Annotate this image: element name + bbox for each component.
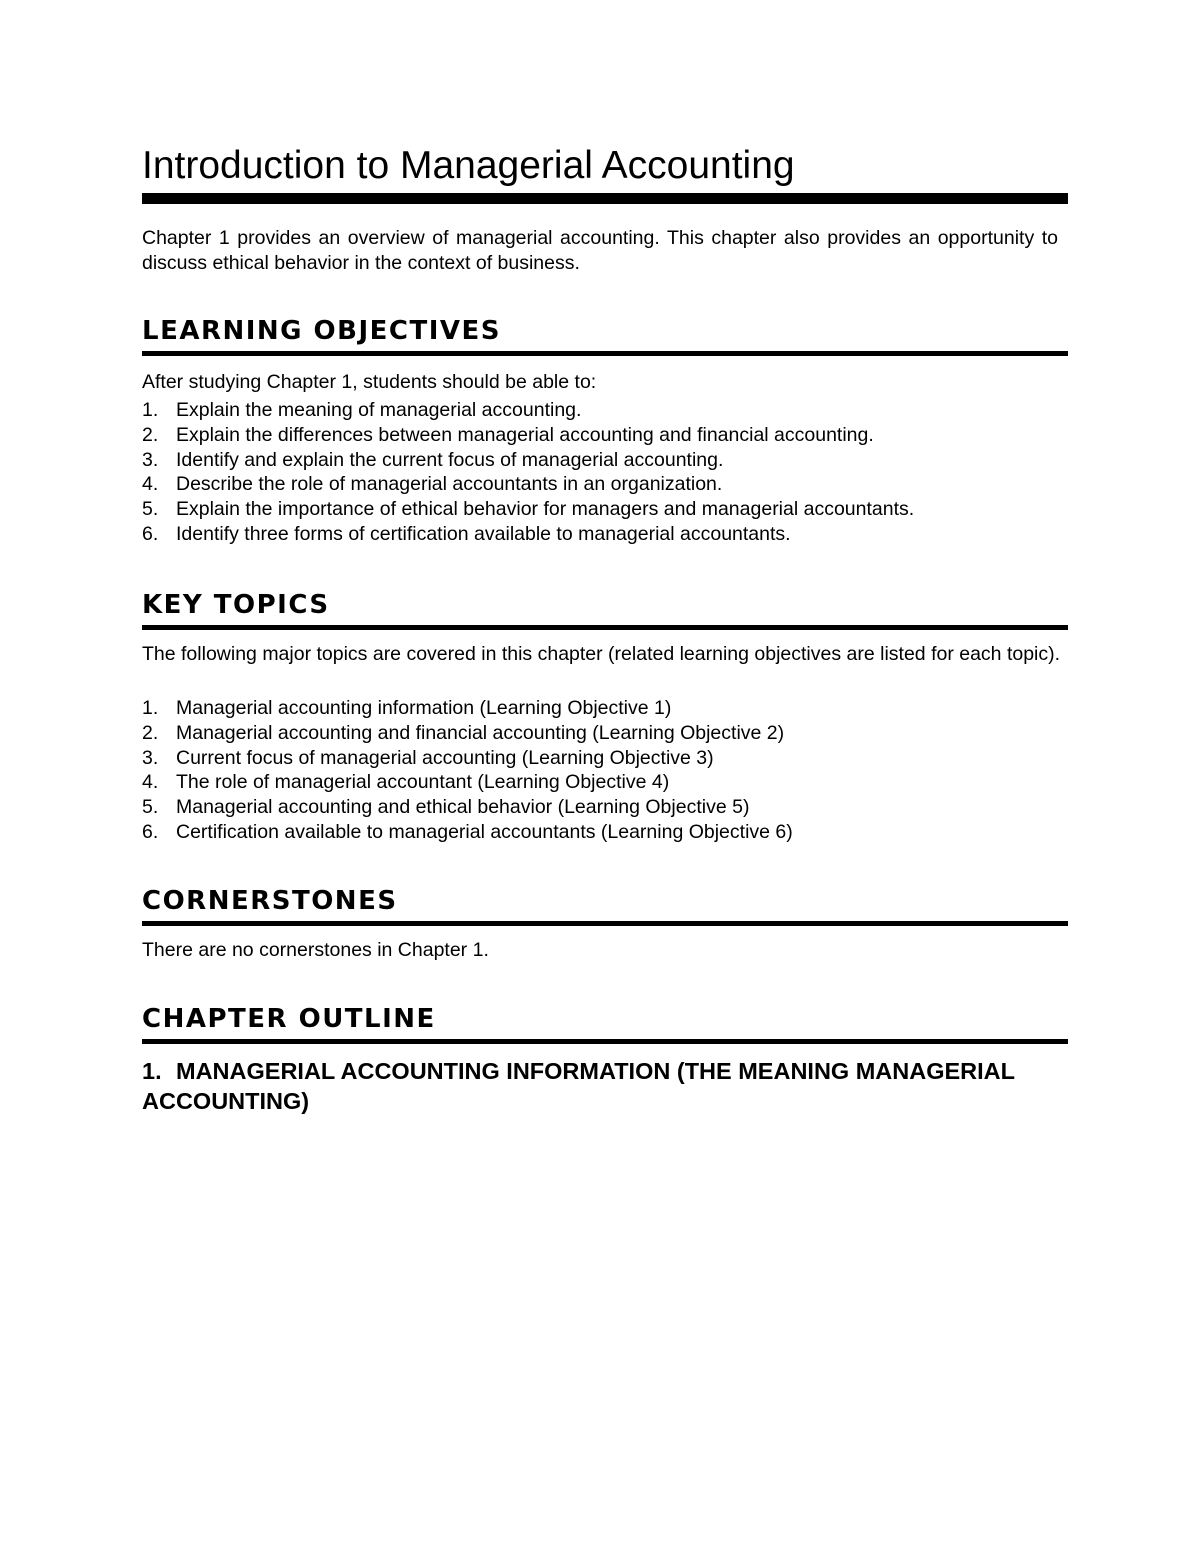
list-item bbox=[142, 522, 914, 547]
cornerstones-text: There are no cornerstones in Chapter 1. bbox=[142, 939, 489, 961]
list-item-text: Current focus of managerial accounting (Learning Objective 3) bbox=[176, 746, 714, 769]
outline-section-number: 1. bbox=[142, 1058, 162, 1084]
outline-section-heading bbox=[142, 1056, 1042, 1116]
learning-objectives-list bbox=[142, 398, 914, 547]
list-item-number: 1. bbox=[142, 697, 159, 719]
learning-objectives-lead: After studying Chapter 1, students should be able to: bbox=[142, 371, 597, 393]
list-item-number: 3. bbox=[142, 746, 159, 769]
list-item bbox=[142, 721, 793, 746]
list-item-text: Identify three forms of certification available to managerial accountants. bbox=[176, 522, 791, 545]
list-item-text: Explain the meaning of managerial accounting. bbox=[176, 399, 582, 421]
key-topics-list bbox=[142, 696, 793, 845]
list-item-text: Identify and explain the current focus of managerial accounting. bbox=[176, 448, 724, 471]
list-item-number: 2. bbox=[142, 721, 159, 744]
list-item-number: 4. bbox=[142, 771, 159, 794]
outline-section-title: MANAGERIAL ACCOUNTING INFORMATION (THE MEANING MANAGERIAL ACCOUNTING) bbox=[142, 1058, 1015, 1114]
list-item-text: Explain the importance of ethical behavior for managers and managerial accountants. bbox=[176, 498, 915, 521]
key-topics-divider bbox=[142, 625, 1068, 630]
list-item bbox=[142, 423, 914, 448]
list-item bbox=[142, 448, 914, 473]
list-item-number: 2. bbox=[142, 423, 159, 446]
list-item bbox=[142, 497, 914, 522]
list-item-text: Managerial accounting information (Learning Objective 1) bbox=[176, 697, 672, 719]
page-title: Introduction to Managerial Accounting bbox=[142, 144, 795, 187]
list-item bbox=[142, 472, 914, 497]
list-item-number: 4. bbox=[142, 473, 159, 496]
list-item-number: 3. bbox=[142, 448, 159, 471]
list-item-number: 6. bbox=[142, 820, 159, 843]
key-topics-heading: KEY TOPICS bbox=[142, 590, 330, 620]
list-item-text: Certification available to managerial accountants (Learning Objective 6) bbox=[176, 820, 793, 843]
list-item bbox=[142, 696, 793, 721]
chapter-outline-heading: CHAPTER OUTLINE bbox=[142, 1004, 436, 1034]
title-divider bbox=[142, 193, 1068, 204]
cornerstones-heading: CORNERSTONES bbox=[142, 886, 398, 916]
list-item bbox=[142, 746, 793, 771]
list-item bbox=[142, 795, 793, 820]
cornerstones-divider bbox=[142, 921, 1068, 926]
list-item-text: The role of managerial accountant (Learning Objective 4) bbox=[176, 771, 670, 794]
list-item-number: 5. bbox=[142, 498, 159, 521]
list-item-text: Describe the role of managerial accountants in an organization. bbox=[176, 473, 723, 496]
list-item-text: Managerial accounting and ethical behavior (Learning Objective 5) bbox=[176, 796, 750, 819]
list-item bbox=[142, 770, 793, 795]
list-item-number: 5. bbox=[142, 796, 159, 819]
list-item bbox=[142, 820, 793, 845]
list-item-number: 1. bbox=[142, 399, 159, 421]
learning-objectives-divider bbox=[142, 351, 1068, 356]
chapter-outline-divider bbox=[142, 1039, 1068, 1044]
list-item-text: Explain the differences between managerial accounting and financial accounting. bbox=[176, 423, 874, 446]
intro-paragraph: Chapter 1 provides an overview of managerial accounting. This chapter also provides an opportunity to discuss ethical behavior in the context of business. bbox=[142, 227, 1058, 274]
list-item-text: Managerial accounting and financial accounting (Learning Objective 2) bbox=[176, 721, 785, 744]
list-item-number: 6. bbox=[142, 522, 159, 545]
key-topics-lead: The following major topics are covered in this chapter (related learning objectives are listed for each topic). bbox=[142, 643, 1061, 665]
learning-objectives-heading: LEARNING OBJECTIVES bbox=[142, 316, 502, 346]
list-item bbox=[142, 398, 914, 423]
